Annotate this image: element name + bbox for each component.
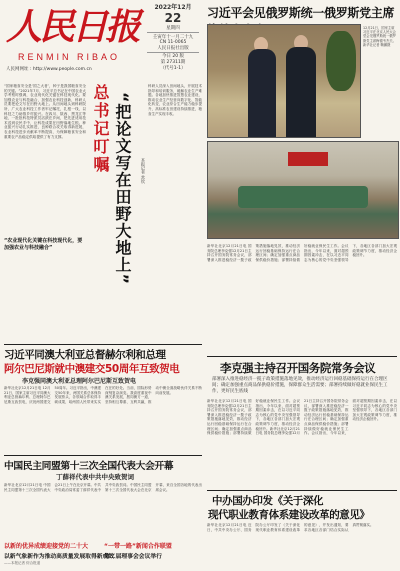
left-feature-pull-quote: “农业现代化关键在科技现代化，要加强农业与科技融合” (4, 238, 83, 251)
cn-number: CN 11-0065 (159, 39, 187, 45)
left-feature-byline: 本报记者 常钦 (141, 158, 146, 184)
bottom-strip-right-title[interactable]: 第二届理事会会议举行 (104, 554, 162, 560)
newspaper-logo[interactable]: 人民日报 (6, 6, 139, 48)
meeting-photo[interactable] (207, 24, 361, 138)
bottom-strip-left-kicker: 以新的优异成绩迎接党的二十大 (4, 543, 89, 550)
left-feature-title-black[interactable]: “把论文写在田野大地上” (113, 92, 132, 286)
top-right-article-body: 新华社北京12月21日电 国务院总理李克强12月21日主持召开国务院常务会议，部署深入推进稳经济一揽子政策措施落地见效，推动经济运行回稳基础保持运行在合理区间；确定加强重点商品保供稳价措施；部署持续做好稳就业保民生工作。会议指出，今年以来，面对超预期因素冲击，在以习近平同志为核心的党中央坚强领导下，各地区各部门加大宏观政策调节力度，推动经济企稳回升。 (207, 244, 397, 262)
page-count: 今日 20 版 (161, 54, 185, 59)
mid-headline-line1[interactable]: 习近平同澳大利亚总督赫尔利和总理 (4, 349, 166, 361)
bottom-right-headline-line1[interactable]: 中办国办印发《关于深化 (212, 495, 324, 507)
right-mid-body: 新华社北京12月21日电 国务院总理李克强12月21日主持召开国务院常务会议，部署深入推进稳经济一揽子政策措施落地见效，推动经济运行回稳基础保持运行在合理区间；确定加强重点商品保供稳价措施；部署持续做好稳就业保民生工作。会议指出，今年以来，面对超预期因素冲击，在以习近平同志为核心的党中央坚强领导下，各地区各部门加大宏观政策调节力度，推动经济企稳回升。新华社北京12月21日电 国务院总理李克强12月21日主持召开国务院常务会议，部署深入推进稳经济一揽子政策措施落地见效，推动经济运行回稳基础保持运行在合理区间；确定加强重点商品保供稳价措施；部署持续做好稳就业保民生工作。会议指出，今年以来，面对超预期因素冲击，在以习近平同志为核心的党中央坚强领导下，各地区各部门加大宏观政策调节力度，推动经济企稳回升。 (207, 399, 397, 436)
date-weekday: 星期四 (166, 26, 180, 31)
right-mid-headline[interactable]: 李克强主持召开国务院常务会议 (220, 361, 376, 375)
bottom-strip-source: ——本报记者 综合报道 (4, 561, 41, 565)
left-feature-body: “国家粮食安全是‘国之大者’，种子是我国粮食安全的关键。”2021年7月，习近平总书记在中国农业大学考察时强调，农业现代化关键在科技现代化。要加强农业与科技融合，加强农业科技创新，科研人员要把论文写在田野大地上。从田间地头到科研院所，广大农业科技工作者牢记嘱托，扎根一线，以科技之力助推乡村振兴。在四川、陕西、黑龙江等地，一批批科技特派员活跃在乡间，把先进适用技术送到农民手中，让科技成果在田野落地生根。种业振兴行动扎实推进，良种联合攻关取得新进展，农业科技进步贡献率不断提高，为保障粮食安全和重要农产品稳定供给提供了有力支撑。 (4, 84, 86, 139)
date-line: 2022年12月 (154, 4, 192, 11)
mid-headline-line2[interactable]: 阿尔巴尼斯就中澳建交50周年互致贺电 (4, 363, 180, 375)
mid-subhead: 李克强同澳大利亚总理阿尔巴尼斯互致贺电 (22, 378, 137, 385)
bottom-strip-right-kicker: “一带一路”新闻合作联盟 (104, 543, 172, 550)
divider (4, 455, 202, 456)
masthead-url[interactable]: 人民网网址 : http://www.people.com.cn (6, 67, 92, 72)
date-day: 22 (164, 11, 182, 25)
left-feature-title-red[interactable]: 总书记叮嘱 (91, 84, 110, 174)
divider (4, 344, 202, 345)
bottom-left-headline[interactable]: 中国民主同盟第十三次全国代表大会开幕 (4, 461, 174, 472)
bottom-strip (4, 541, 200, 569)
divider (207, 356, 397, 357)
issue-number: 第 27311期 (160, 60, 186, 65)
divider (207, 490, 397, 491)
top-right-side-text: 12月21日，国家主席习近平在北京人民大会堂会见俄罗斯统一俄罗斯党主席梅德韦杰夫。新华社记者 鞠鹏摄 (363, 26, 396, 47)
bottom-right-body: 新华社北京12月21日电 近日，中共中央办公厅、国务院办公厅印发了《关于深化现代职业教育体系建设改革的意见》，并发出通知，要求各地区各部门结合实际认真贯彻落实。 (207, 523, 374, 532)
date-block (143, 2, 203, 80)
date-lunar: 壬寅年十一月二十九 (152, 34, 194, 40)
bottom-right-headline-line2[interactable]: 现代职业教育体系建设改革的意见》 (208, 509, 370, 521)
series-code: （代号1-1） (160, 66, 186, 71)
masthead-pinyin: RENMIN RIBAO (18, 52, 121, 62)
top-right-headline[interactable]: 习近平会见俄罗斯统一俄罗斯党主席 (207, 6, 395, 20)
mid-article-body: 新华社北京12月21日电 12月21日，国家主席习近平同澳大利亚总督赫尔利、总理阿尔巴尼斯互致贺电，庆祝两国建交50周年。习近平指出，中澳建交50年来，两国关系总体保持发展势头，各领域合作取得丰硕成果，给两国人民带来实实在在的好处。当前，国际形势深刻复杂演变。我高度重视中澳关系发展，愿同澳方一道，坚持相互尊重、互利共赢，推动中澳全面战略伙伴关系不断向前发展。 (4, 386, 202, 404)
right-mid-deck: 部署深入推进稳经济一揽子政策措施落地见效，推动经济运行回稳基础保持运行在合理区间；确定加强重点商品保供稳价措施，保障群众生活需要；部署持续做好稳就业保民生工作，更好民生底线 (212, 377, 388, 394)
bottom-left-subhead: 丁薛祥代表中共中央致贺词 (56, 473, 134, 481)
conference-photo[interactable] (207, 141, 399, 239)
publisher: 人民日报社出版 (157, 45, 189, 51)
bottom-strip-left-title[interactable]: 以新气象新作为推动高质量发展取得新成效 (4, 554, 115, 560)
left-feature-col2: 科研人员深入田间地头，开展技术指导和培训服务，破解农业生产难题。各地加快推进智慧农业建设，推动农业生产经营向数字化、智能化转变，农业综合生产能力稳步提升，高标准农田建设持续推进，粮食生产实现丰收。 (148, 84, 202, 116)
bottom-left-body: 新华社北京12月21日电 中国民主同盟第十三次全国代表大会21日上午在北京开幕。中共中央政治局常委丁薛祥代表中共中央致贺词。中国民主同盟第十三次全国代表大会在北京开幕，来自全国各地的代表出席会议。 (4, 483, 202, 492)
